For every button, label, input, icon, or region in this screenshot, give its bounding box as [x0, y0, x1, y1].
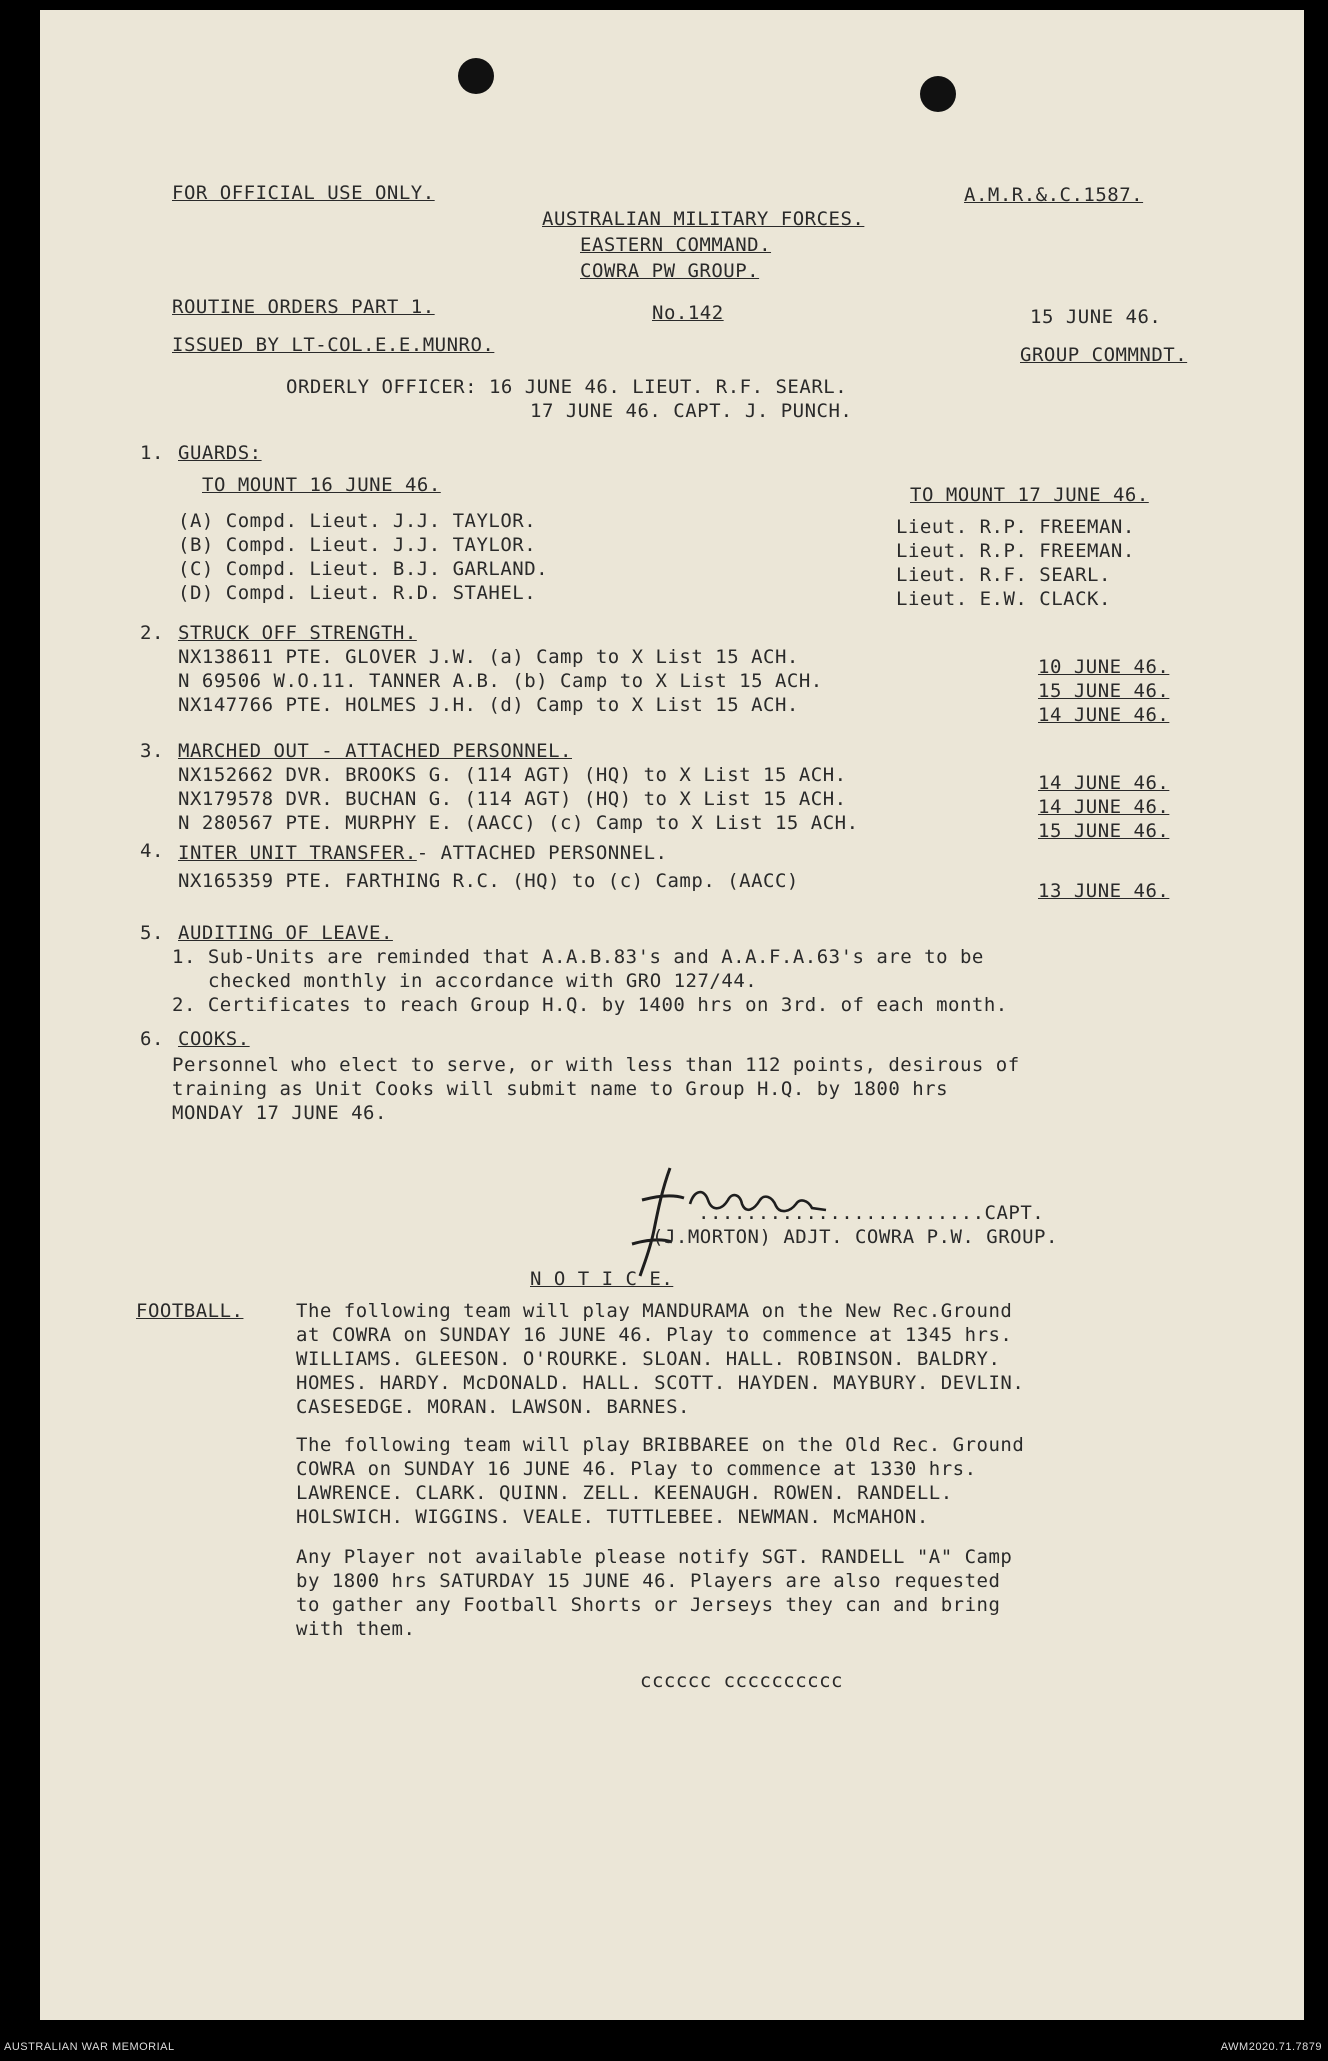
signatory-name: (J.MORTON) ADJT. COWRA P.W. GROUP. — [652, 1226, 1058, 1248]
football-label: FOOTBALL. — [136, 1300, 244, 1322]
notice-heading: N O T I C E. — [530, 1268, 674, 1290]
cooks-line: training as Unit Cooks will submit name to Group H.Q. by 1800 hrs — [172, 1078, 949, 1100]
transfer-heading — [178, 842, 668, 864]
notice-line: with them. — [296, 1618, 416, 1640]
struck-date: 10 JUNE 46. — [1038, 656, 1170, 678]
guard-row: (D) Compd. Lieut. R.D. STAHEL. — [178, 582, 537, 604]
marched-row: N 280567 PTE. MURPHY E. (AACC) (c) Camp to X List 15 ACH. — [178, 812, 859, 834]
marched-date: 14 JUNE 46. — [1038, 796, 1170, 818]
auditing-heading: AUDITING OF LEAVE. — [178, 922, 393, 944]
routine-orders-title: ROUTINE ORDERS PART 1. — [172, 296, 435, 318]
command-name: EASTERN COMMAND. — [580, 234, 772, 256]
guards-heading: GUARDS: — [178, 442, 262, 464]
section-number: 6. — [140, 1028, 164, 1050]
notice-line: at COWRA on SUNDAY 16 JUNE 46. Play to commence at 1345 hrs. — [296, 1324, 1013, 1346]
notice-line: by 1800 hrs SATURDAY 15 JUNE 46. Players are also requested — [296, 1570, 1001, 1592]
guards-right-heading: TO MOUNT 17 JUNE 46. — [910, 484, 1149, 506]
punch-hole — [458, 58, 494, 94]
group-commandant: GROUP COMMNDT. — [1020, 344, 1188, 366]
punch-hole — [920, 76, 956, 112]
reference-number: A.M.R.&.C.1587. — [964, 184, 1144, 206]
orderly-officer-line2: 17 JUNE 46. CAPT. J. PUNCH. — [530, 400, 853, 422]
marched-out-heading: MARCHED OUT - ATTACHED PERSONNEL. — [178, 740, 572, 762]
notice-line: to gather any Football Shorts or Jerseys they can and bring — [296, 1594, 1001, 1616]
signature-line: ........................CAPT. — [698, 1202, 1045, 1224]
transfer-row: NX165359 PTE. FARTHING R.C. (HQ) to (c) Camp. (AACC) — [178, 870, 799, 892]
struck-date: 15 JUNE 46. — [1038, 680, 1170, 702]
auditing-line: 1. Sub-Units are reminded that A.A.B.83's and A.A.F.A.63's are to be — [172, 946, 984, 968]
marched-row: NX152662 DVR. BROOKS G. (114 AGT) (HQ) to X List 15 ACH. — [178, 764, 847, 786]
transfer-title-rest: - ATTACHED PERSONNEL. — [416, 842, 668, 864]
guard-row: (B) Compd. Lieut. J.J. TAYLOR. — [178, 534, 537, 556]
notice-line: LAWRENCE. CLARK. QUINN. ZELL. KEENAUGH. ROWEN. RANDELL. — [296, 1482, 953, 1504]
transfer-date: 13 JUNE 46. — [1038, 880, 1170, 902]
official-use-label: FOR OFFICIAL USE ONLY. — [172, 182, 435, 204]
section-number: 2. — [140, 622, 164, 644]
marched-date: 14 JUNE 46. — [1038, 772, 1170, 794]
guard-officer: Lieut. R.P. FREEMAN. — [896, 540, 1135, 562]
notice-line: The following team will play MANDURAMA on the New Rec.Ground — [296, 1300, 1013, 1322]
notice-line: Any Player not available please notify SGT. RANDELL "A" Camp — [296, 1546, 1013, 1568]
footer-source: AUSTRALIAN WAR MEMORIAL — [4, 2041, 175, 2053]
guard-officer: Lieut. R.P. FREEMAN. — [896, 516, 1135, 538]
order-number: No.142 — [652, 302, 724, 324]
guard-officer: Lieut. E.W. CLACK. — [896, 588, 1111, 610]
notice-line: WILLIAMS. GLEESON. O'ROURKE. SLOAN. HALL. ROBINSON. BALDRY. — [296, 1348, 1001, 1370]
auditing-line: 2. Certificates to reach Group H.Q. by 1400 hrs on 3rd. of each month. — [172, 994, 1008, 1016]
guard-row: (A) Compd. Lieut. J.J. TAYLOR. — [178, 510, 537, 532]
notice-line: HOLSWICH. WIGGINS. VEALE. TUTTLEBEE. NEWMAN. McMAHON. — [296, 1506, 929, 1528]
section-number: 1. — [140, 442, 164, 464]
struck-row: N 69506 W.O.11. TANNER A.B. (b) Camp to X List 15 ACH. — [178, 670, 823, 692]
notice-line: The following team will play BRIBBAREE on the Old Rec. Ground — [296, 1434, 1025, 1456]
marched-row: NX179578 DVR. BUCHAN G. (114 AGT) (HQ) to X List 15 ACH. — [178, 788, 847, 810]
struck-off-heading: STRUCK OFF STRENGTH. — [178, 622, 417, 644]
document-page — [40, 10, 1304, 2020]
auditing-line: checked monthly in accordance with GRO 127/44. — [208, 970, 758, 992]
cooks-line: Personnel who elect to serve, or with less than 112 points, desirous of — [172, 1054, 1020, 1076]
group-name: COWRA PW GROUP. — [580, 260, 760, 282]
guard-row: (C) Compd. Lieut. B.J. GARLAND. — [178, 558, 549, 580]
cooks-heading: COOKS. — [178, 1028, 250, 1050]
marched-date: 15 JUNE 46. — [1038, 820, 1170, 842]
footer-accession: AWM2020.71.7879 — [1220, 2041, 1322, 2053]
notice-line: CASESEDGE. MORAN. LAWSON. BARNES. — [296, 1396, 690, 1418]
struck-row: NX147766 PTE. HOLMES J.H. (d) Camp to X List 15 ACH. — [178, 694, 799, 716]
order-date: 15 JUNE 46. — [1030, 306, 1162, 328]
end-ornament: cccccc cccccccccc — [640, 1670, 843, 1692]
transfer-title: INTER UNIT TRANSFER. — [178, 842, 417, 864]
guards-left-heading: TO MOUNT 16 JUNE 46. — [202, 474, 441, 496]
notice-line: COWRA on SUNDAY 16 JUNE 46. Play to commence at 1330 hrs. — [296, 1458, 977, 1480]
section-number: 4. — [140, 840, 164, 862]
section-number: 3. — [140, 740, 164, 762]
notice-line: HOMES. HARDY. McDONALD. HALL. SCOTT. HAYDEN. MAYBURY. DEVLIN. — [296, 1372, 1025, 1394]
issued-by: ISSUED BY LT-COL.E.E.MUNRO. — [172, 334, 495, 356]
org-name: AUSTRALIAN MILITARY FORCES. — [542, 208, 865, 230]
guard-officer: Lieut. R.F. SEARL. — [896, 564, 1111, 586]
struck-row: NX138611 PTE. GLOVER J.W. (a) Camp to X List 15 ACH. — [178, 646, 799, 668]
orderly-officer-line1: ORDERLY OFFICER: 16 JUNE 46. LIEUT. R.F. SEARL. — [286, 376, 848, 398]
struck-date: 14 JUNE 46. — [1038, 704, 1170, 726]
cooks-line: MONDAY 17 JUNE 46. — [172, 1102, 387, 1124]
section-number: 5. — [140, 922, 164, 944]
